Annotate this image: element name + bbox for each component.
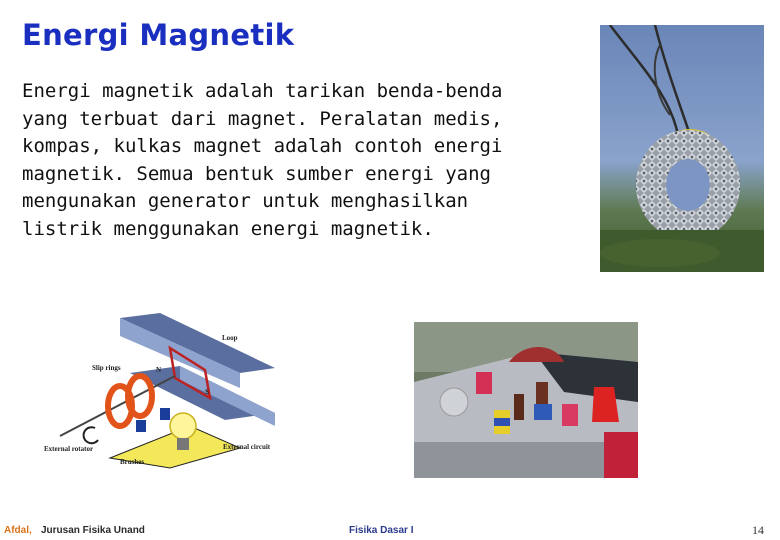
footer-department: Jurusan Fisika Unand: [41, 525, 145, 536]
label-external-rotator: External rotator: [44, 445, 94, 453]
car-magnets-photo: [414, 322, 638, 478]
generator-diagram: [40, 308, 280, 473]
electromagnet-scrap-photo: [600, 25, 764, 272]
slide-body-text: Energi magnetik adalah tarikan benda-benda yang terbuat dari magnet. Peralatan medis, kompas, kulkas magnet adalah contoh energi magnetik. Semua bentuk sumber energi yang mengunakan generator untuk menghasilkan listrik menggunakan energi magnetik.: [22, 80, 503, 240]
slide-title: Energi Magnetik: [22, 18, 295, 52]
label-loop: Loop: [222, 334, 238, 342]
label-slip-rings: Slip rings: [92, 364, 121, 372]
label-brushes: Brushes: [120, 458, 145, 466]
page-number: 14: [752, 523, 764, 537]
label-external-circuit: External circuit: [223, 443, 271, 451]
label-north-pole: N: [156, 366, 162, 374]
label-south-pole: S: [205, 388, 209, 396]
footer-author: Afdal,: [4, 525, 32, 536]
footer-course: Fisika Dasar I: [349, 525, 414, 536]
